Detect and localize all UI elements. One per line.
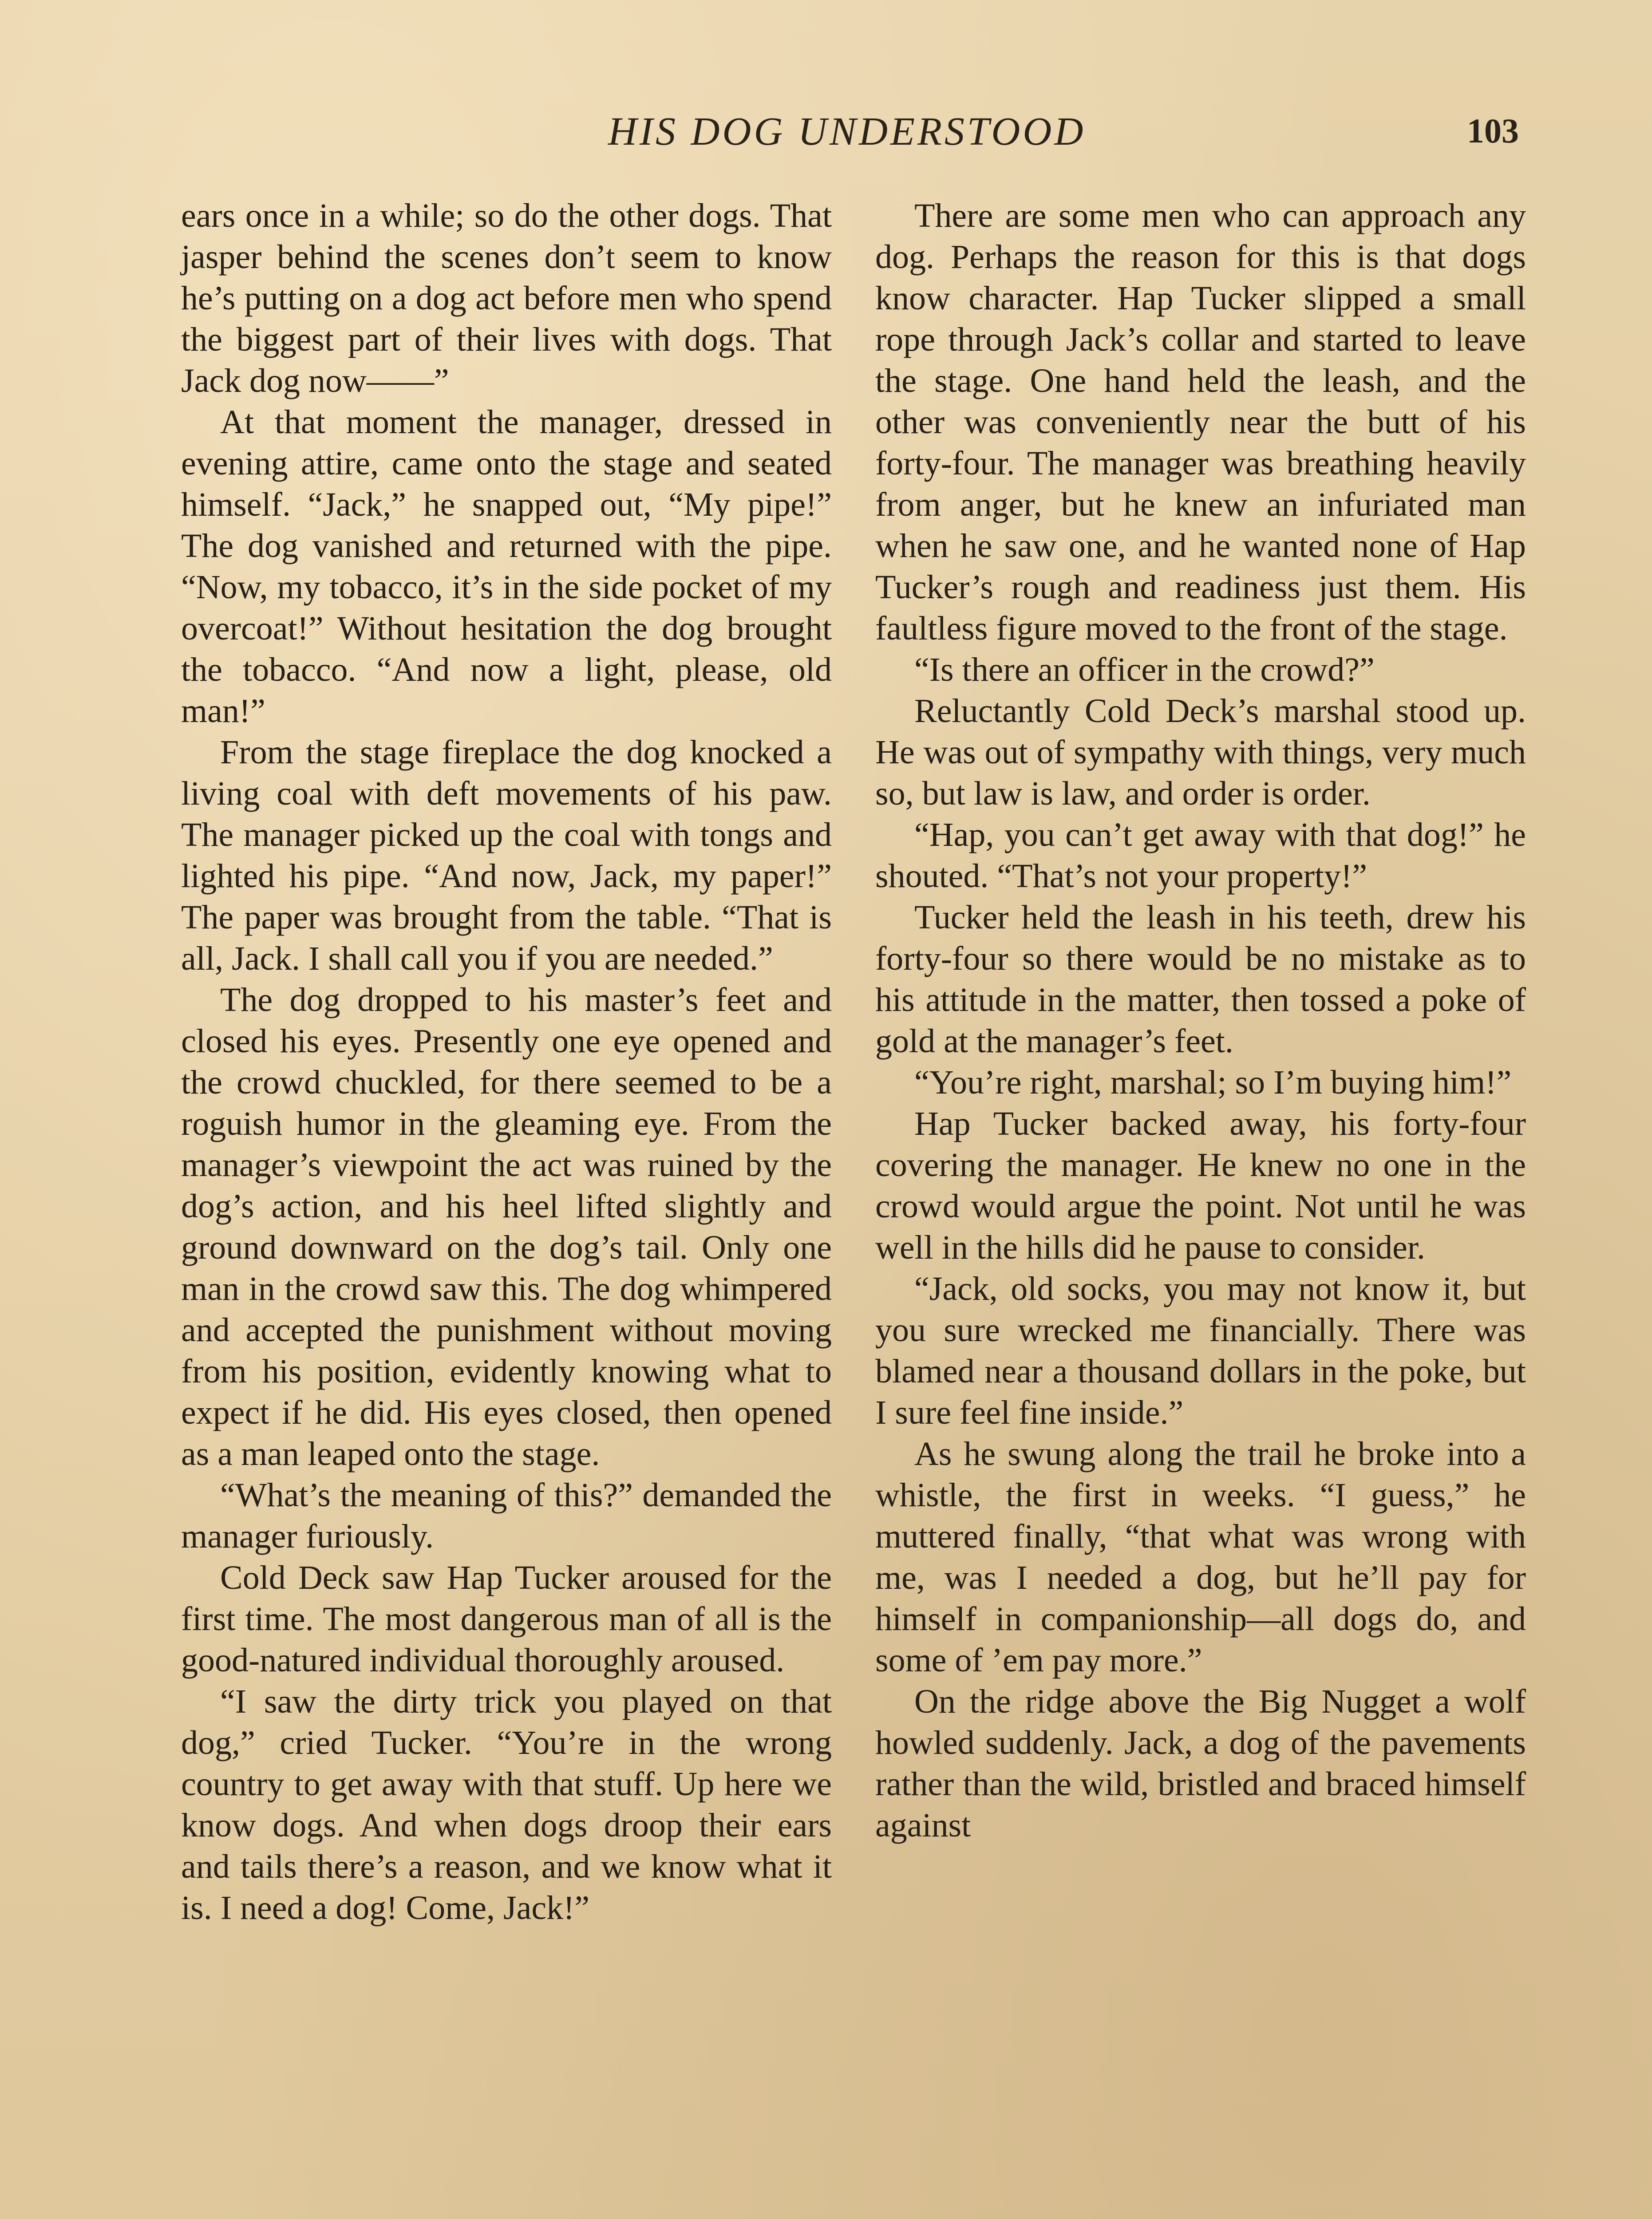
paragraph: There are some men who can approach any dog. Perhaps the reason for this is that dogs know character. Hap Tucker slipped a small rope through Jack’s collar and started to leave the stage. One hand held the leash, and the other was conveniently near the butt of his forty-four. The manager was breathing heavily from anger, but he knew an infuriated man when he saw one, and he wanted none of Hap Tucker’s rough and readiness just them. His faultless figure moved to the front of the stage. <box>875 197 1526 647</box>
running-title: HIS DOG UNDERSTOOD <box>608 110 1086 154</box>
paragraph: As he swung along the trail he broke into a whistle, the first in weeks. “I guess,” he muttered finally, “that what was wrong with me, was I needed a dog, but he’ll pay for himself in companionship—all dogs do, and some of ’em pay more.” <box>875 1435 1526 1679</box>
paragraph: ears once in a while; so do the other dogs. That jasper behind the scenes don’t seem to know he’s putting on a dog act before men who spend the biggest part of their lives with dogs. That Jack dog now——” <box>181 197 832 399</box>
paragraph: At that moment the manager, dressed in evening attire, came onto the stage and seated himself. “Jack,” he snapped out, “My pipe!” The dog vanished and returned with the pipe. “Now, my tobacco, it’s in the side pocket of my overcoat!” Without hesitation the dog brought the tobacco. “And now a light, please, old man!” <box>181 403 832 730</box>
paragraph: Hap Tucker backed away, his forty-four covering the manager. He knew no one in the crowd would argue the point. Not until he was well in the hills did he pause to consider. <box>875 1105 1526 1266</box>
paragraph: “You’re right, marshal; so I’m buying him!” <box>914 1064 1512 1101</box>
paragraph: Cold Deck saw Hap Tucker aroused for the first time. The most dangerous man of all is the good-natured individual thoroughly aroused. <box>181 1559 832 1679</box>
left-column <box>181 195 832 1929</box>
paragraph: “I saw the dirty trick you played on that dog,” cried Tucker. “You’re in the wrong country to get away with that stuff. Up here we know dogs. And when dogs droop their ears and tails there’s a reason, and we know what it is. I need a dog! Come, Jack!” <box>181 1683 832 1927</box>
paragraph: “Hap, you can’t get away with that dog!” he shouted. “That’s not your property!” <box>875 816 1526 895</box>
paragraph: “What’s the meaning of this?” demanded the manager furiously. <box>181 1477 832 1555</box>
paragraph: Tucker held the leash in his teeth, drew his forty-four so there would be no mistake as to his attitude in the matter, then tossed a poke of gold at the manager’s feet. <box>875 899 1526 1060</box>
paragraph: “Is there an officer in the crowd?” <box>914 651 1375 688</box>
page-number: 103 <box>1467 111 1519 150</box>
paragraph: From the stage fireplace the dog knocked a living coal with deft movements of his paw. The manager picked up the coal with tongs and lighted his pipe. “And now, Jack, my paper!” The paper was brought from the table. “That is all, Jack. I shall call you if you are needed.” <box>181 734 832 977</box>
paragraph: On the ridge above the Big Nugget a wolf howled suddenly. Jack, a dog of the pavements rather than the wild, bristled and braced himself against <box>875 1683 1526 1844</box>
paragraph: “Jack, old socks, you may not know it, but you sure wrecked me financially. There was blamed near a thousand dollars in the poke, but I sure feel fine inside.” <box>875 1270 1526 1431</box>
paragraph: Reluctantly Cold Deck’s marshal stood up. He was out of sympathy with things, very much so, but law is law, and order is order. <box>875 692 1526 812</box>
right-column <box>875 195 1526 1846</box>
paragraph: The dog dropped to his master’s feet and closed his eyes. Presently one eye opened and the crowd chuckled, for there seemed to be a roguish humor in the gleaming eye. From the manager’s viewpoint the act was ruined by the dog’s action, and his heel lifted slightly and ground downward on the dog’s tail. Only one man in the crowd saw this. The dog whimpered and accepted the punishment without moving from his position, evidently knowing what to expect if he did. His eyes closed, then opened as a man leaped onto the stage. <box>181 981 832 1473</box>
